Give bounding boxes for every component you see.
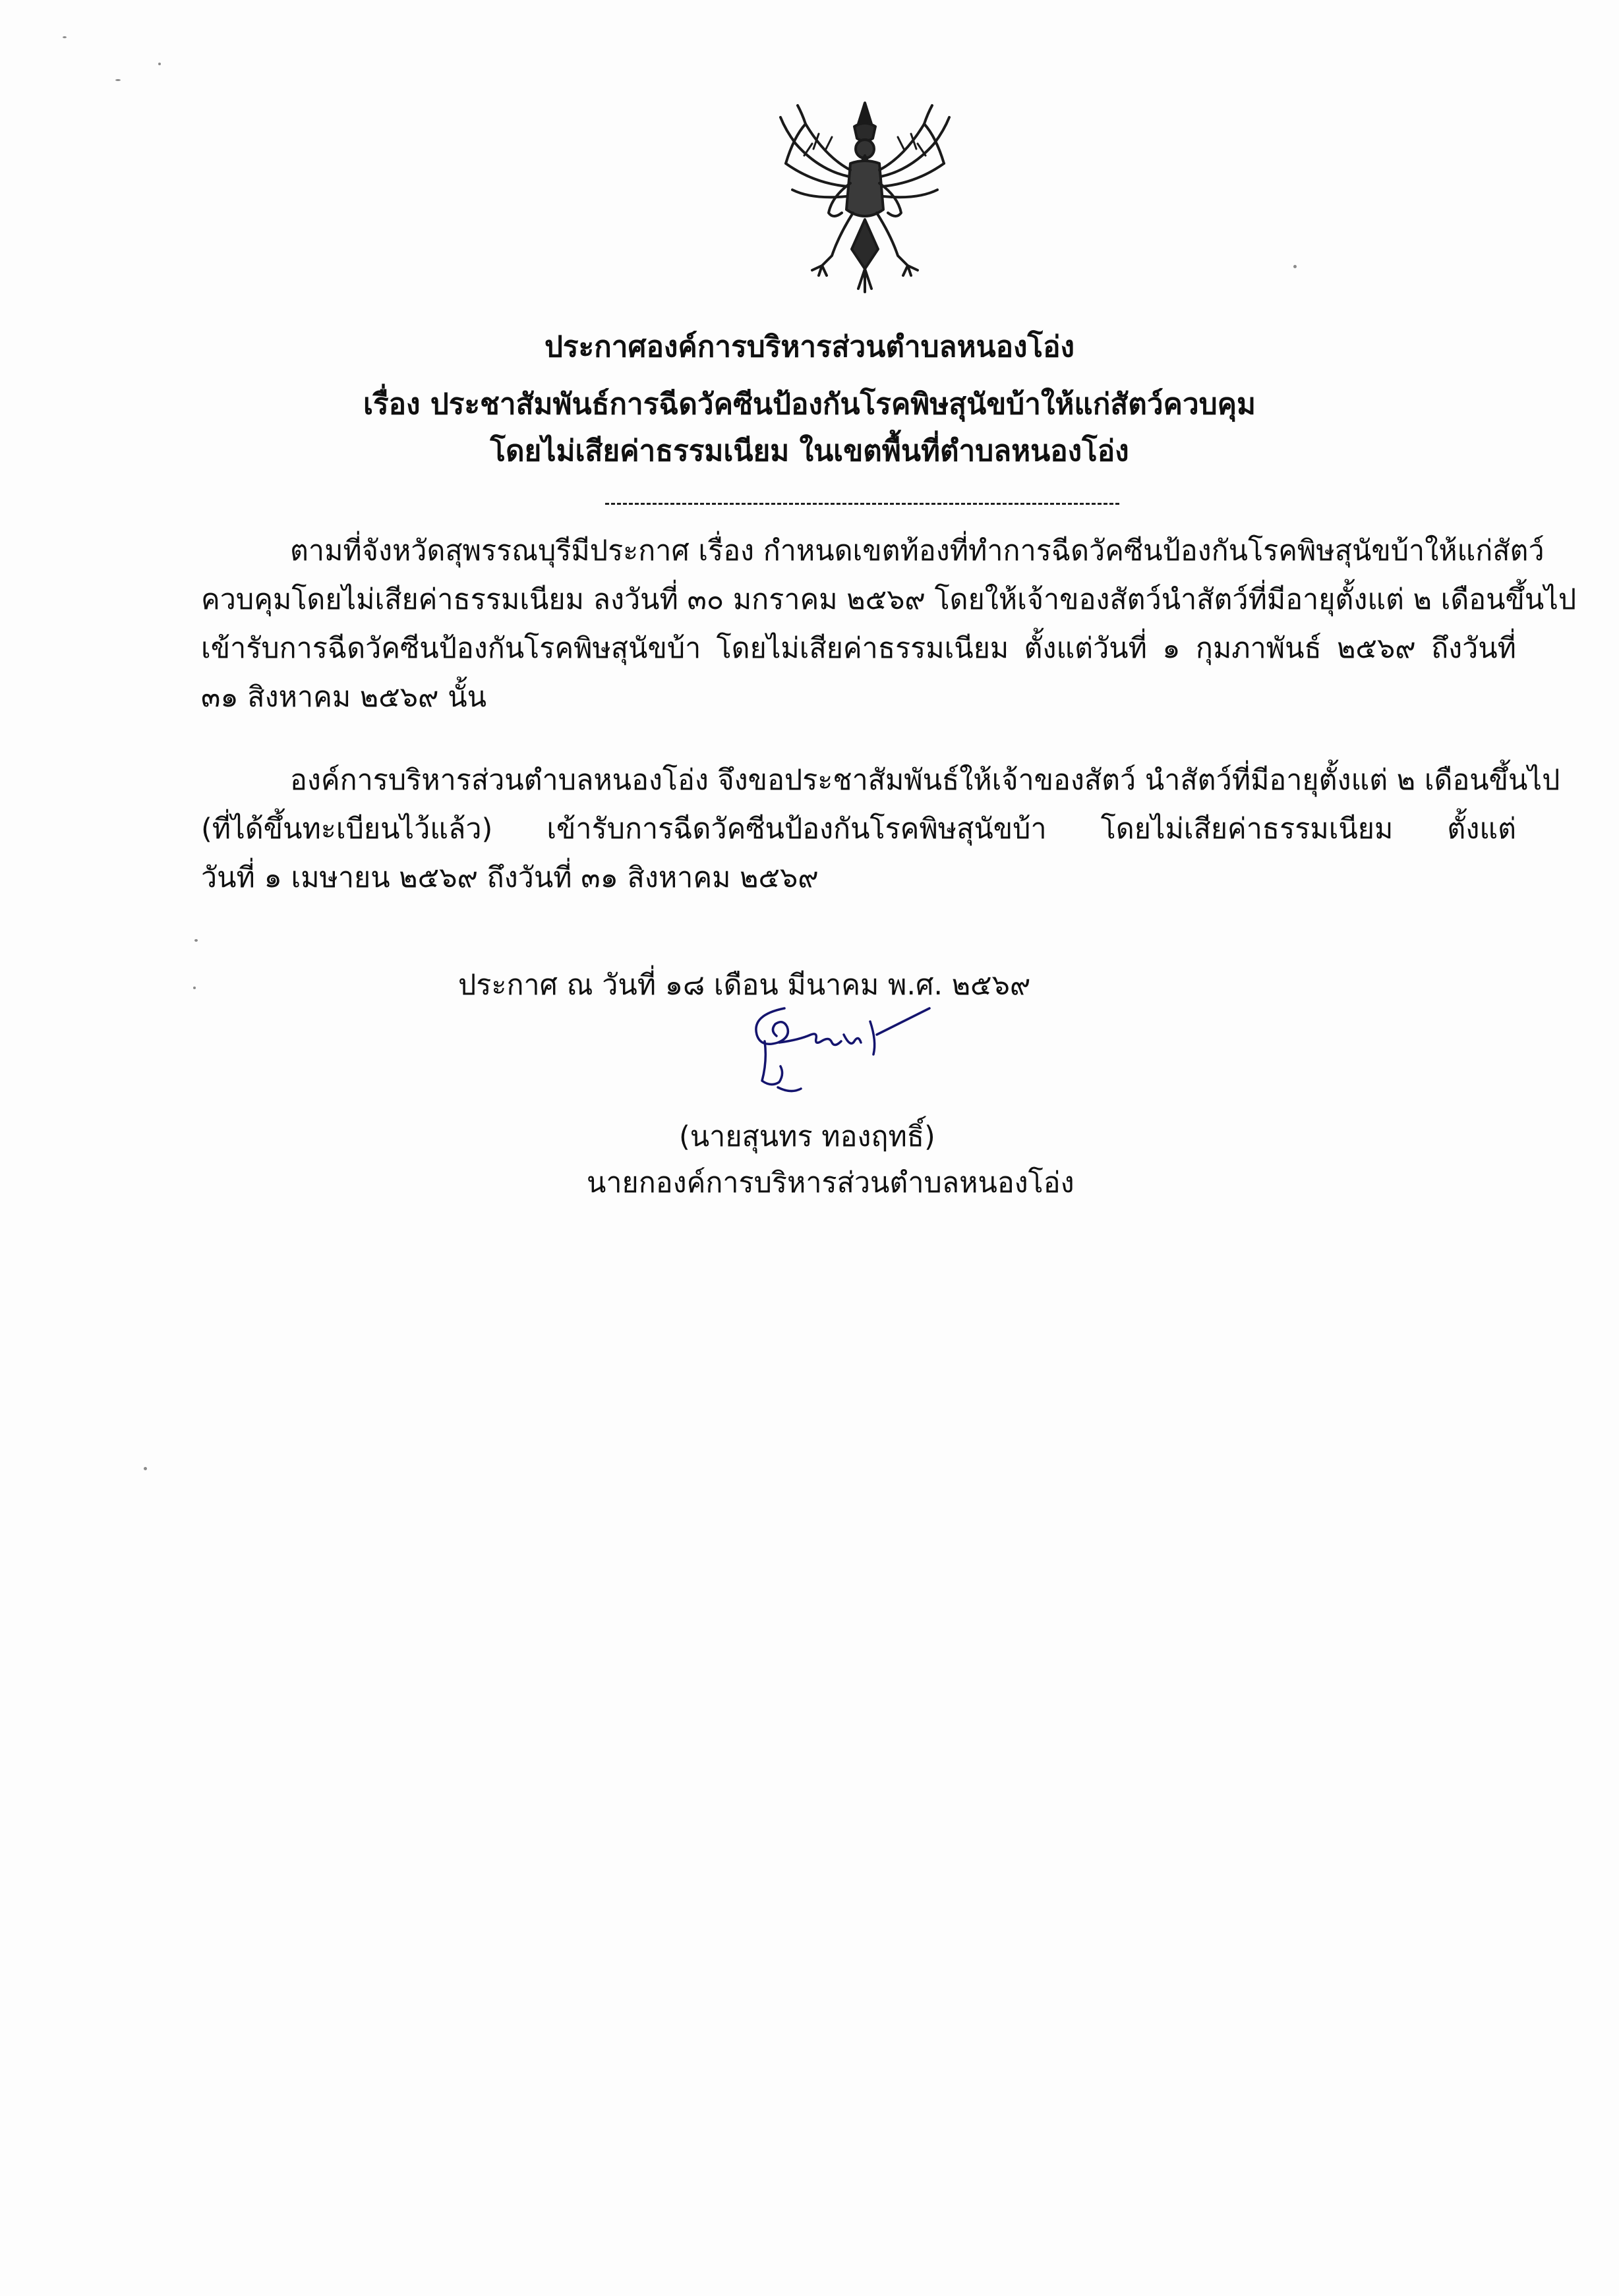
- title-divider: [605, 503, 1119, 505]
- scan-speck: [63, 36, 67, 38]
- handwritten-signature-icon: [738, 995, 936, 1107]
- scan-speck: [194, 939, 198, 942]
- announcement-date: ประกาศ ณ วันที่ ๑๘ เดือน มีนาคม พ.ศ. ๒๕๖๙: [458, 969, 1031, 1002]
- scan-speck: [1293, 265, 1297, 268]
- announcement-title: ประกาศองค์การบริหารส่วนตำบลหนองโอ่ง: [544, 330, 1075, 364]
- paragraph-1-line: ควบคุมโดยไม่เสียค่าธรรมเนียม ลงวันที่ ๓๐ มกราคม ๒๕๖๙ โดยให้เจ้าของสัตว์นำสัตว์ที่มีอายุตั้งแต่ ๒ เดือนขึ้นไป: [201, 583, 1577, 616]
- scan-speck: [158, 63, 161, 65]
- announcement-subject-continued: โดยไม่เสียค่าธรรมเนียม ในเขตพื้นที่ตำบลหนองโอ่ง: [490, 434, 1129, 468]
- paragraph-1-line: ๓๑ สิงหาคม ๒๕๖๙ นั้น: [201, 681, 487, 714]
- scan-speck: [115, 79, 121, 81]
- paragraph-1-line: ตามที่จังหวัดสุพรรณบุรีมีประกาศ เรื่อง กำหนดเขตท้องที่ทำการฉีดวัคซีนป้องกันโรคพิษสุนัขบ้าให้แก่สัตว์: [290, 534, 1545, 567]
- scan-speck: [144, 1467, 147, 1470]
- paragraph-2-line: วันที่ ๑ เมษายน ๒๕๖๙ ถึงวันที่ ๓๑ สิงหาคม ๒๕๖๙: [201, 861, 819, 894]
- paragraph-1-line: เข้ารับการฉีดวัคซีนป้องกันโรคพิษสุนัขบ้า โดยไม่เสียค่าธรรมเนียม ตั้งแต่วันที่ ๑ กุมภาพันธ์ ๒๕๖๙ ถึงวันที่: [201, 632, 1516, 665]
- signer-title: นายกองค์การบริหารส่วนตำบลหนองโอ่ง: [587, 1166, 1074, 1199]
- scan-speck: [193, 987, 196, 989]
- announcement-subject: เรื่อง ประชาสัมพันธ์การฉีดวัคซีนป้องกันโรคพิษสุนัขบ้าให้แก่สัตว์ควบคุม: [363, 387, 1256, 421]
- paragraph-2-line: องค์การบริหารส่วนตำบลหนองโอ่ง จึงขอประชาสัมพันธ์ให้เจ้าของสัตว์ นำสัตว์ที่มีอายุตั้งแต่ ๒ เดือนขึ้นไป: [290, 764, 1560, 797]
- signer-name: (นายสุนทร ทองฤทธิ์): [679, 1120, 935, 1153]
- paragraph-2-line: (ที่ได้ขึ้นทะเบียนไว้แล้ว) เข้ารับการฉีดวัคซีนป้องกันโรคพิษสุนัขบ้า โดยไม่เสียค่าธรรมเนียม ตั้งแต่: [201, 813, 1516, 846]
- garuda-emblem-icon: [766, 98, 964, 295]
